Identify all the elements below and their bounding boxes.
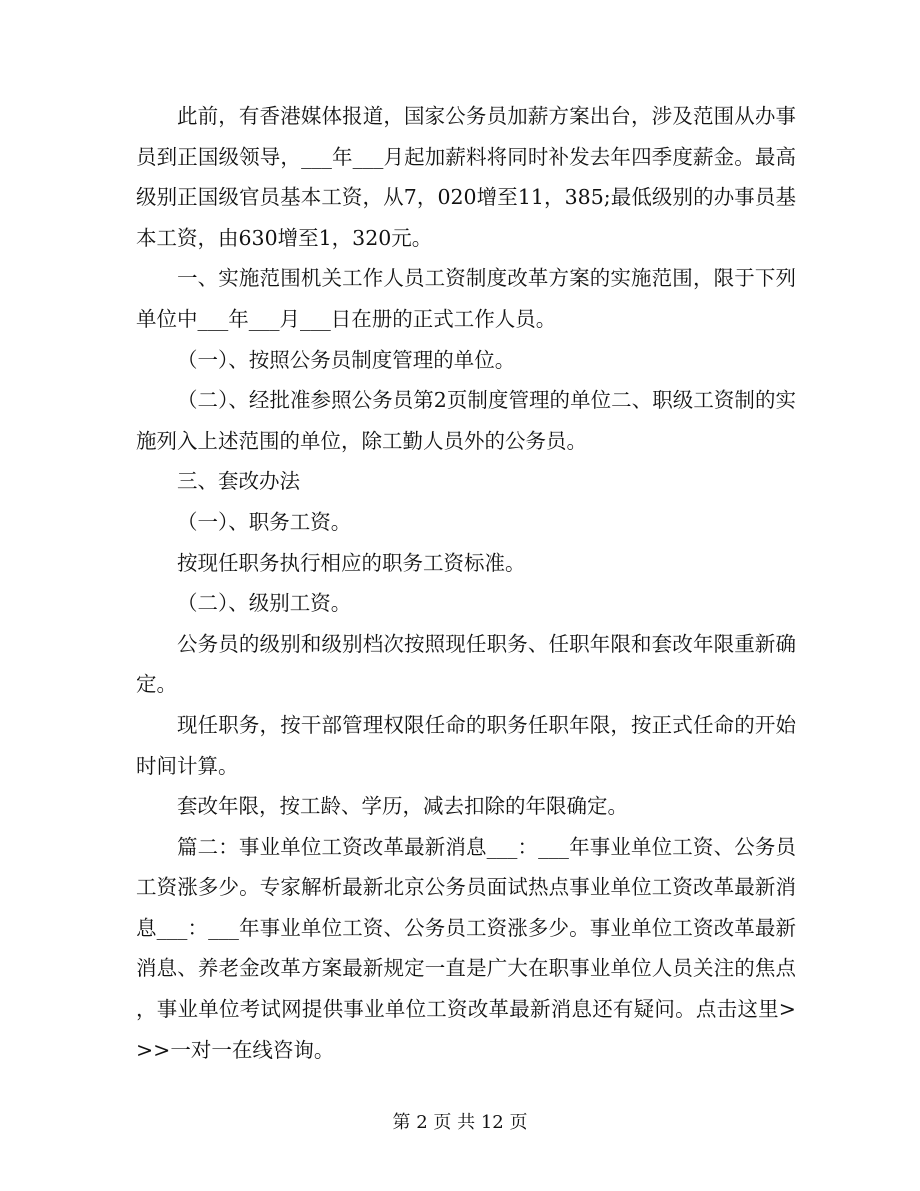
paragraph-scope-item-2: （二）、经批准参照公务员第2页制度管理的单位二、职级工资制的实施列入上述范围的单位，除工勤人员外的公务员。 (136, 388, 796, 453)
paragraph-position-salary: 按现任职务执行相应的职务工资标准。 (177, 550, 526, 575)
paragraph-grade-salary: 公务员的级别和级别档次按照现任职务、任职年限和套改年限重新确定。 (136, 631, 796, 697)
page-number-footer: 第 2 页 共 12 页 (392, 1112, 528, 1133)
document-body (136, 96, 796, 1070)
paragraph-conversion-years: 套改年限，按工龄、学历，减去扣除的年限确定。 (177, 794, 628, 819)
paragraph-part-two: 篇二：事业单位工资改革最新消息___：___年事业单位工资、公务员工资涨多少。专家解析最新北京公务员面试热点事业单位工资改革最新消息___：___年事业单位工资、公务员工资涨多少。事业单位工资改革最新消息、养老金改革方案最新规定一直是广大在职事业单位人员关注的焦点，事业单位考试网提供事业单位工资改革最新消息还有疑问。点击这里>>>一对一在线咨询。 (136, 834, 796, 1062)
paragraph-intro: 此前，有香港媒体报道，国家公务员加薪方案出台，涉及范围从办事员到正国级领导，___年___月起加薪料将同时补发去年四季度薪金。最高级别正国级官员基本工资，从7，020增至11，385;最低级别的办事员基本工资，由630增至1，320元。 (136, 104, 796, 250)
paragraph-scope-item-1: （一）、按照公务员制度管理的单位。 (177, 347, 516, 372)
subheading-grade-salary: （二）、级别工资。 (177, 591, 352, 616)
subheading-position-salary: （一）、职务工资。 (177, 509, 352, 534)
paragraph-current-position: 现任职务，按干部管理权限任命的职务任职年限，按正式任命的开始时间计算。 (136, 712, 796, 778)
paragraph-scope: 一、实施范围机关工作人员工资制度改革方案的实施范围，限于下列单位中___年___月___日在册的正式工作人员。 (136, 266, 796, 331)
section-heading-method: 三、套改办法 (177, 469, 300, 494)
